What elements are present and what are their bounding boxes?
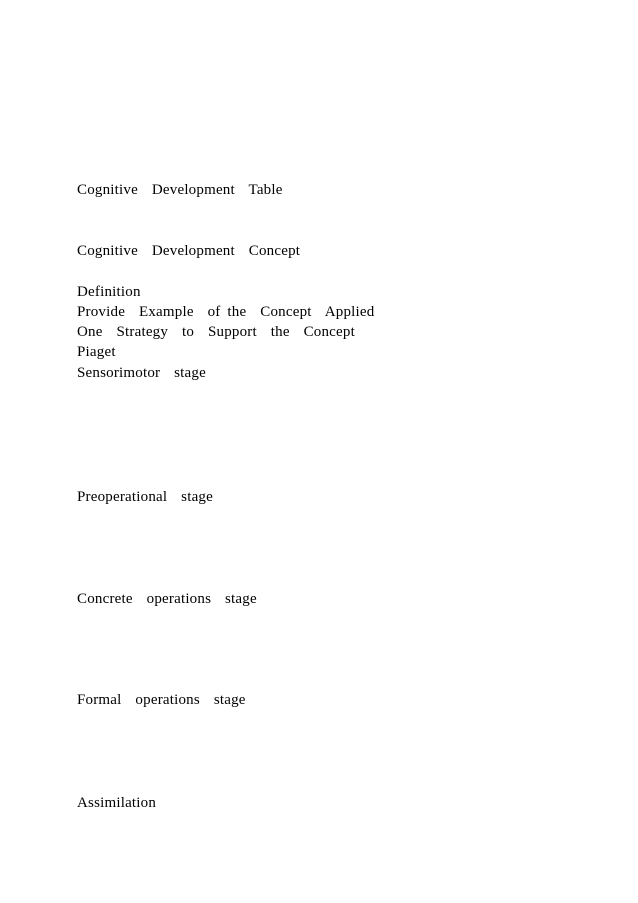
section-heading-piaget: Piaget: [77, 344, 116, 360]
row-label-formal-operations: Formal operations stage: [77, 692, 246, 708]
row-label-preoperational: Preoperational stage: [77, 489, 213, 505]
column-header-concept: Cognitive Development Concept: [77, 243, 301, 259]
column-header-example: Provide Example of the Concept Applied: [77, 304, 375, 320]
column-header-definition: Definition: [77, 284, 141, 300]
row-label-sensorimotor: Sensorimotor stage: [77, 365, 206, 381]
row-label-concrete-operations: Concrete operations stage: [77, 591, 257, 607]
column-header-strategy: One Strategy to Support the Concept: [77, 324, 355, 340]
document-title: Cognitive Development Table: [77, 182, 283, 198]
row-label-assimilation: Assimilation: [77, 795, 157, 811]
